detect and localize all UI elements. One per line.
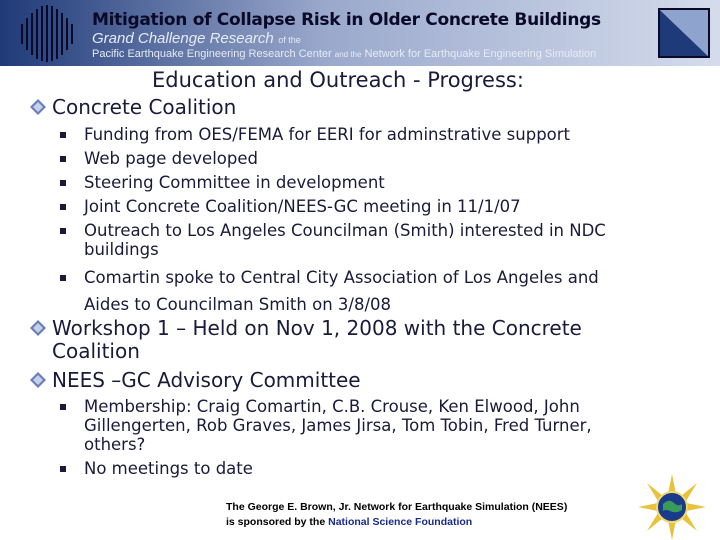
square-bullet-icon	[60, 180, 66, 186]
list-item-text: Steering Committee in development	[84, 173, 385, 192]
square-bullet-icon	[60, 228, 66, 234]
diamond-bullet-icon	[30, 320, 46, 336]
header-org-peer: Pacific Earthquake Engineering Research Center	[92, 48, 332, 60]
nees-logo-icon	[18, 4, 76, 62]
list-item-text: No meetings to date	[84, 459, 253, 478]
list-item-text: Outreach to Los Angeles Councilman (Smith) interested in NDC buildings	[84, 221, 606, 259]
footer-line-1: The George E. Brown, Jr. Network for Earthquake Simulation (NEES)	[226, 501, 568, 513]
header-subtitle-small: of the	[278, 35, 301, 45]
nsf-logo-icon	[636, 474, 708, 540]
list-item-text: Comartin spoke to Central City Association of Los Angeles and Aides to Councilman Smith on 3/8/08	[84, 268, 599, 314]
square-bullet-icon	[60, 275, 66, 281]
list-item-text: Funding from OES/FEMA for EERI for adminstrative support	[84, 125, 571, 144]
header-banner	[0, 0, 720, 66]
square-bullet-icon	[60, 204, 66, 210]
diamond-bullet-icon	[30, 372, 46, 388]
square-bullet-icon	[60, 404, 66, 410]
list-item-text: Joint Concrete Coalition/NEES-GC meeting in 11/1/07	[84, 197, 521, 216]
section-heading-text: Workshop 1 – Held on Nov 1, 2008 with the Concrete Coalition	[52, 316, 582, 363]
header-org-and-the: and the	[334, 50, 362, 59]
square-bullet-icon	[60, 466, 66, 472]
footer-line-2	[226, 515, 567, 530]
header-org-nees: Network for Earthquake Engineering Simulation	[364, 48, 597, 60]
footer-line-2-prefix: is sponsored by the	[226, 516, 329, 528]
sponsor-footer	[226, 500, 567, 530]
list-item-text: Membership: Craig Comartin, C.B. Crouse, Ken Elwood, John Gillengerten, Rob Graves, James Jirsa, Tom Tobin, Fred Turner, others?	[84, 397, 592, 454]
square-bullet-icon	[60, 132, 66, 138]
header-subtitle-main: Grand Challenge Research	[92, 30, 274, 47]
header-subtitle	[92, 30, 301, 48]
slide-title: Education and Outreach - Progress:	[152, 68, 524, 92]
section-heading-text: Concrete Coalition	[52, 95, 237, 119]
square-bullet-icon	[60, 156, 66, 162]
header-org-line	[92, 48, 596, 60]
footer-nsf-name: National Science Foundation	[328, 516, 473, 528]
section-heading-text: NEES –GC Advisory Committee	[52, 368, 361, 392]
peer-logo-icon	[658, 8, 710, 58]
list-item-text: Web page developed	[84, 149, 258, 168]
diamond-bullet-icon	[30, 99, 46, 115]
header-title: Mitigation of Collapse Risk in Older Concrete Buildings	[92, 10, 601, 30]
